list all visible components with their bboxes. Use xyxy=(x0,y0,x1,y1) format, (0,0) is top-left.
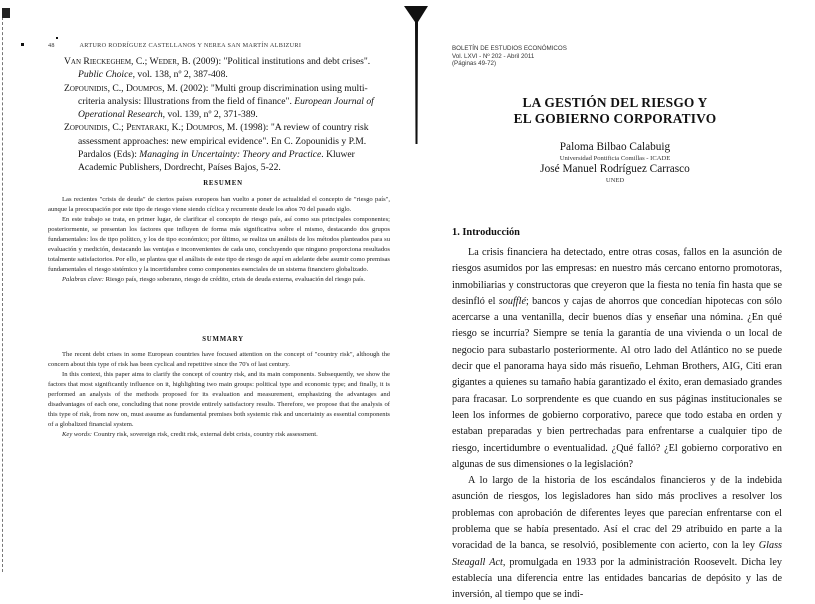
running-head-authors: ARTURO RODRÍGUEZ CASTELLANOS Y NEREA SAN MARTÍN ALBIZURI xyxy=(79,42,302,49)
resumen-heading: RESUMEN xyxy=(203,180,243,187)
resumen-body xyxy=(48,195,390,285)
summary-keywords xyxy=(48,430,390,440)
journal-volume: Vol. LXVI - Nº 202 - Abril 2011 xyxy=(452,52,535,60)
section-heading: 1. Introducción xyxy=(452,227,520,238)
article-title-line: LA GESTIÓN DEL RIESGO Y xyxy=(522,95,708,110)
resumen-paragraph: Las recientes "crisis de deuda" de ciertos países europeos han vuelto a poner de actualidad el concepto de "riesgo país", aunque la preocupación por este tipo de riesgo viene siendo cíclica y recurrente desde los años 70 del pasado siglo. xyxy=(48,196,390,213)
body-paragraph xyxy=(452,245,782,473)
keywords-text: Country risk, sovereign risk, credit risk, external debt crisis, country risk assessment. xyxy=(91,431,318,438)
summary-heading: SUMMARY xyxy=(202,336,244,343)
reference-authors: Zopounidis, C.; Pentaraki, K.; Doumpos, M. xyxy=(64,122,238,134)
book-spine-shadow-icon xyxy=(404,4,428,144)
body-text: , promulgada en 1933 por la administración Roosevelt. Dicha ley establecía una diferencia entre las entidades bancarias de depósito y las de inversión, al tiempo que se indi- xyxy=(452,556,782,601)
left-page xyxy=(40,0,400,575)
author-affiliation: UNED xyxy=(605,177,625,184)
reference-tail: , vol. 138, nº 2, 387-408. xyxy=(132,69,228,81)
reference-tail: . Kluwer Academic Publishers, Dordrecht, Países Bajos, 5-22. xyxy=(78,149,355,174)
author-name: Paloma Bilbao Calabuig xyxy=(559,141,671,153)
reference-tail: , vol. 139, nº 2, 371-389. xyxy=(162,109,258,121)
running-head xyxy=(48,42,388,49)
body-paragraph xyxy=(452,473,782,603)
right-page xyxy=(440,0,790,601)
journal-header xyxy=(452,45,567,68)
article-title-line: EL GOBIERNO CORPORATIVO xyxy=(513,111,717,126)
reference-journal: Public Choice xyxy=(78,69,133,81)
body-text: A lo largo de la historia de los escándalos financieros y de la indebida asunción de riesgos, los legisladores han sido más proclives a resolver los problemas con aprobación de diferentes leyes que parecían enfrentarse con el problema que se había presentado. Así el crac del 29 atribuido en parte a la voracidad de la banca, se resolvió, posiblemente con acierto, con la ley xyxy=(452,475,782,552)
body-italic: Glass Steagall Act xyxy=(452,540,782,568)
reference-text: (2002): "Multi group discrimination using multi-criteria analysis: Illustrations from the field of finance". xyxy=(78,82,368,107)
scan-edge-left xyxy=(2,12,5,572)
keywords-text: Riesgo país, riesgo soberano, riesgo de crédito, crisis de deuda externa, evaluación del riesgo país. xyxy=(103,276,366,283)
keywords-label: Palabras clave: xyxy=(62,276,104,283)
body-text: La crisis financiera ha detectado, entre otras cosas, fallos en la asunción de riesgos asumidos por las empresas: en nuestro más cercano entorno promotoras, inmobiliarias y constructoras que creyeron que la fiesta no tenía fin hasta que se desinfló el xyxy=(452,247,782,307)
journal-name: BOLETÍN DE ESTUDIOS ECONÓMICOS xyxy=(452,45,567,52)
reference-text: (2009): "Political institutions and debt crises". xyxy=(190,56,371,67)
scan-corner-mark xyxy=(2,8,10,18)
author-affiliation: Universidad Pontificia Comillas - ICADE xyxy=(559,155,671,162)
reference-authors: Van Rieckeghem, C.; Weder, B. xyxy=(64,56,191,67)
reference-item xyxy=(64,121,394,174)
summary-body xyxy=(48,350,390,440)
reference-journal: European Journal of Operational Research xyxy=(78,95,374,121)
body-text: ; bancos y cajas de ahorros que concedían hipotecas con sólo acercarse a una ventanilla, decir buenos días y enseñar una nómina. ¿En qué riesgo se incurría? Siempre se tenía la garantía de una vivienda o un local de negocio para subastarlo posteriormente. Al otro lado del Atlántico no se puede decir que el panorama haya sido más risueño, Lehman Brothers, AIG, Citi eran gigantes a quienes su tamaño había garantizado el éxito, eran demasiado grandes para fracasar. Lo sorprendente es que cuando en sus páginas institucionales se leen los informes de gobierno corporativo, parece que todo estaba en orden y estaban preparadas y bien pertrechadas para enfrentarse a cualquier tipo de riesgo, incertidumbre o eventualidad. ¿Qué falló? ¿El gobierno corporativo en algunas de sus dimensiones o la legislación? xyxy=(452,295,782,470)
page-number: 48 xyxy=(48,42,55,49)
reference-text: (1998): "A review of country risk assessment approaches: new empirical evidence". En C. Zopounidis y P.M. Pardalos (Eds): xyxy=(78,122,369,161)
reference-item xyxy=(64,55,394,82)
author-name: José Manuel Rodríguez Carrasco xyxy=(540,163,690,175)
keywords-label: Key words: xyxy=(62,431,92,438)
summary-paragraph: In this context, this paper aims to clarify the concept of country risk, and its main components. Subsequently, we show the factors that most significantly influence on it, highlighting two main groups: political type and economic type; and finally, it is performed an analysis of the methods proposed for its evaluation and measurement, emphasizing the advantages and disadvantages of each one, concluding that none provide entirely satisfactory results. Therefore, we propose that the analysis of this type of risk, from now on, must assume as fundamental premises both systemic risk and uncertainty as essential components of a globalized financial system. xyxy=(48,371,390,428)
summary-paragraph: The recent debt crises in some European countries have focused attention on the concept of "country risk", although the concern about this type of risk has been cyclical and repetitive since the 70's of last century. xyxy=(48,351,390,368)
article-body xyxy=(452,245,782,604)
reference-journal: Managing in Uncertainty: Theory and Practice xyxy=(139,149,322,161)
resumen-keywords xyxy=(48,275,390,285)
reference-item xyxy=(64,82,394,122)
article-title xyxy=(440,95,790,127)
reference-authors: Zopounidis, C., Doumpos, M. xyxy=(64,82,178,94)
journal-pages: (Páginas 49-72) xyxy=(452,60,497,68)
resumen-paragraph: En este trabajo se trata, en primer lugar, de clarificar el concepto de riesgo país, así como sus principales componentes; posteriormente, se presentan los factores que influyen de forma más significativa sobre el mismo, destacando dos grupos fundamentales: los de tipo político, y los de tipo económico; por último, se realiza un análisis de los métodos planteados para su evaluación y medición, destacando las ventajas e inconvenientes de cada uno, concluyendo que ninguno proporciona resultados totalmente satisfactorios. Por ello, se plantea que el análisis de este tipo de riesgo de aquí en adelante debe asumir como premisas fundamentales el riesgo sistémico y la incertidumbre como componentes esenciales de un sistema financiero globalizado. xyxy=(48,216,390,273)
references-list xyxy=(64,55,394,175)
scan-speck xyxy=(21,43,24,46)
body-italic: soufflé xyxy=(498,295,526,307)
